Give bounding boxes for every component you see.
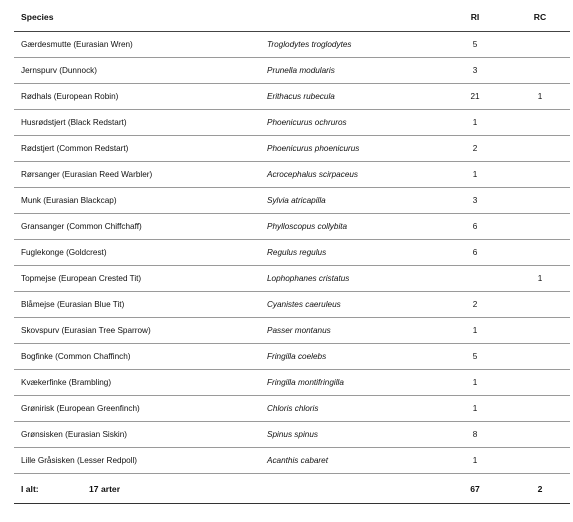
rc-count: 1 — [537, 274, 543, 283]
ri-count: 2 — [472, 300, 478, 309]
total-ri: 67 — [470, 484, 480, 494]
species-table — [14, 4, 570, 504]
species-name: Gransanger (Common Chiffchaff) — [21, 222, 142, 231]
scientific-name: Fringilla coelebs — [267, 352, 327, 361]
species-name: Fuglekonge (Goldcrest) — [21, 248, 107, 257]
ri-count: 8 — [472, 430, 478, 439]
scientific-name: Passer montanus — [267, 326, 331, 335]
header-ri: RI — [470, 12, 480, 22]
ri-count: 21 — [470, 92, 480, 101]
species-name: Grønsisken (Eurasian Siskin) — [21, 430, 128, 439]
table-row — [14, 110, 570, 136]
species-name: Jernspurv (Dunnock) — [21, 66, 97, 75]
table-row — [14, 240, 570, 266]
table-row — [14, 318, 570, 344]
scientific-name: Lophophanes cristatus — [267, 274, 350, 283]
species-name: Bogfinke (Common Chaffinch) — [21, 352, 131, 361]
species-name: Kvækerfinke (Brambling) — [21, 378, 112, 387]
ri-count: 1 — [472, 326, 478, 335]
species-name: Munk (Eurasian Blackcap) — [21, 196, 117, 205]
ri-count: 5 — [472, 352, 478, 361]
ri-count: 3 — [472, 66, 478, 75]
species-name: Gærdesmutte (Eurasian Wren) — [21, 40, 133, 49]
rc-count: 1 — [537, 92, 543, 101]
scientific-name: Phoenicurus phoenicurus — [267, 144, 360, 153]
scientific-name: Chloris chloris — [267, 404, 319, 413]
scientific-name: Spinus spinus — [267, 430, 318, 439]
table-row — [14, 292, 570, 318]
total-row — [14, 474, 570, 504]
table-row — [14, 396, 570, 422]
scientific-name: Phoenicurus ochruros — [267, 118, 347, 127]
species-name: Blåmejse (Eurasian Blue Tit) — [21, 300, 125, 309]
table-header-row — [14, 4, 570, 32]
scientific-name: Acrocephalus scirpaceus — [267, 170, 359, 179]
species-name: Topmejse (European Crested Tit) — [21, 274, 142, 283]
scientific-name: Acanthis cabaret — [267, 456, 328, 465]
species-name: Skovspurv (Eurasian Tree Sparrow) — [21, 326, 151, 335]
scientific-name: Phylloscopus collybita — [267, 222, 348, 231]
table-row — [14, 370, 570, 396]
ri-count: 1 — [472, 118, 478, 127]
scientific-name: Erithacus rubecula — [267, 92, 335, 101]
header-species: Species — [21, 12, 54, 22]
species-name: Rødhals (European Robin) — [21, 92, 119, 101]
table-row — [14, 58, 570, 84]
ri-count: 1 — [472, 378, 478, 387]
table-row — [14, 32, 570, 58]
species-name: Grønirisk (European Greenfinch) — [21, 404, 140, 413]
ri-count: 6 — [472, 248, 478, 257]
table-row — [14, 214, 570, 240]
ri-count: 5 — [472, 40, 478, 49]
table-row — [14, 188, 570, 214]
total-label: I alt: — [21, 484, 39, 494]
table-row — [14, 422, 570, 448]
ri-count: 1 — [472, 404, 478, 413]
scientific-name: Regulus regulus — [267, 248, 327, 257]
scientific-name: Troglodytes troglodytes — [267, 40, 352, 49]
table-row — [14, 84, 570, 110]
table-row — [14, 162, 570, 188]
ri-count: 1 — [472, 170, 478, 179]
scientific-name: Fringilla montifringilla — [267, 378, 344, 387]
species-count: 17 arter — [89, 484, 121, 494]
ri-count: 2 — [472, 144, 478, 153]
scientific-name: Sylvia atricapilla — [267, 196, 326, 205]
table-row — [14, 266, 570, 292]
ri-count: 6 — [472, 222, 478, 231]
ri-count: 3 — [472, 196, 478, 205]
ri-count: 1 — [472, 456, 478, 465]
species-name: Rørsanger (Eurasian Reed Warbler) — [21, 170, 153, 179]
species-name: Lille Gråsisken (Lesser Redpoll) — [21, 456, 138, 465]
species-name: Rødstjert (Common Redstart) — [21, 144, 129, 153]
species-name: Husrødstjert (Black Redstart) — [21, 118, 127, 127]
scientific-name: Prunella modularis — [267, 66, 335, 75]
table-row — [14, 448, 570, 474]
scientific-name: Cyanistes caeruleus — [267, 300, 341, 309]
table-row — [14, 136, 570, 162]
table-row — [14, 344, 570, 370]
header-rc: RC — [533, 12, 547, 22]
total-rc: 2 — [537, 484, 543, 494]
